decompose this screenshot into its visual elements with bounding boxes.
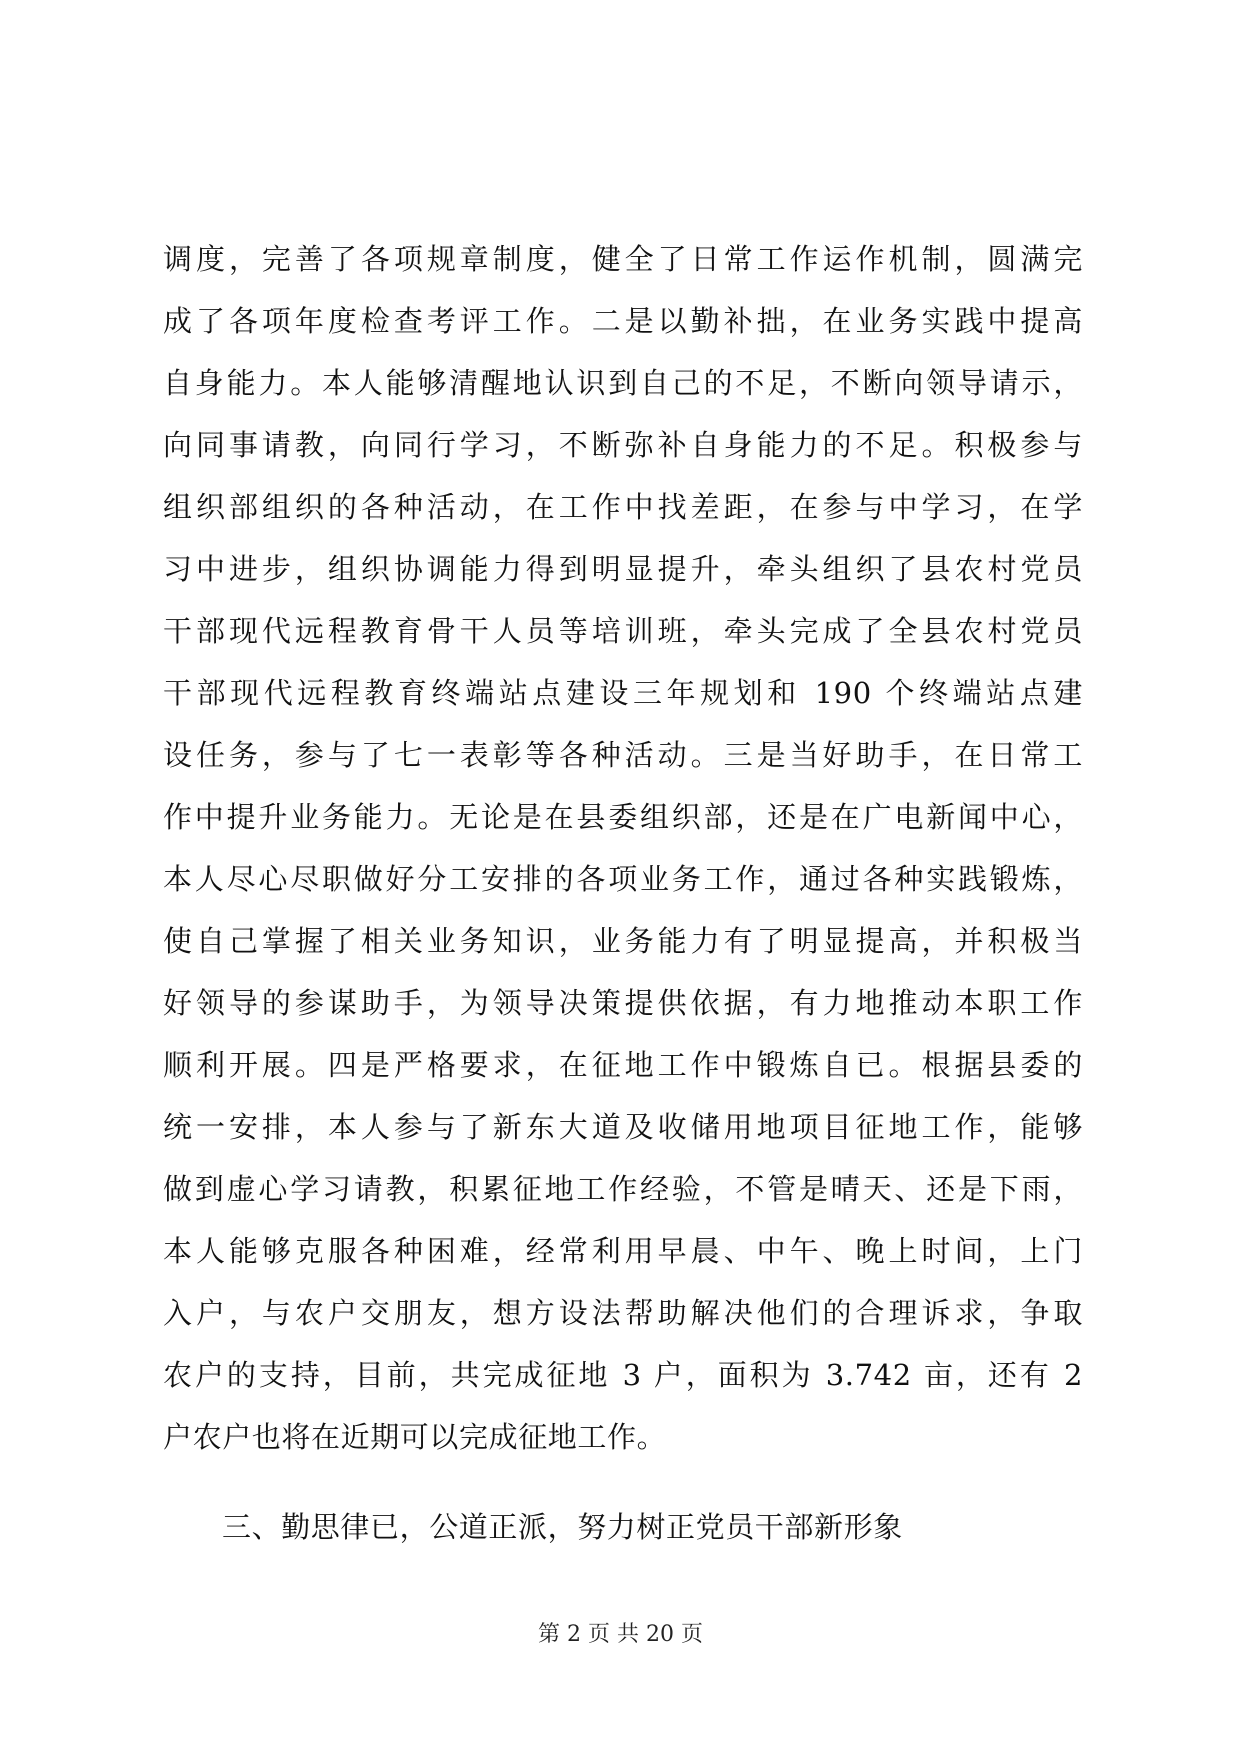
text-line: 使自己掌握了相关业务知识，业务能力有了明显提高，并积极当	[163, 924, 1083, 958]
text-line: 入户，与农户交朋友，想方设法帮助解决他们的合理诉求，争取	[163, 1296, 1083, 1330]
text-line: 调度，完善了各项规章制度，健全了日常工作运作机制，圆满完	[163, 242, 1083, 276]
text-line: 本人能够克服各种困难，经常利用早晨、中午、晚上时间，上门	[163, 1234, 1083, 1268]
text-line: 组织部组织的各种活动，在工作中找差距，在参与中学习，在学	[163, 490, 1083, 524]
text-line: 本人尽心尽职做好分工安排的各项业务工作，通过各种实践锻炼，	[163, 862, 1083, 896]
text-line: 好领导的参谋助手，为领导决策提供依据，有力地推动本职工作	[163, 986, 1083, 1020]
text-line: 顺利开展。四是严格要求，在征地工作中锻炼自已。根据县委的	[163, 1048, 1083, 1082]
text-line: 向同事请教，向同行学习，不断弥补自身能力的不足。积极参与	[163, 428, 1083, 462]
text-line: 干部现代远程教育骨干人员等培训班，牵头完成了全县农村党员	[163, 614, 1083, 648]
body-paragraph	[163, 228, 1083, 1468]
text-line: 农户的支持，目前，共完成征地 3 户，面积为 3.742 亩，还有 2	[163, 1358, 1083, 1392]
section-heading: 三、勤思律已，公道正派，努力树正党员干部新形象	[222, 1510, 903, 1544]
text-line: 统一安排，本人参与了新东大道及收储用地项目征地工作，能够	[163, 1110, 1083, 1144]
text-line: 设任务，参与了七一表彰等各种活动。三是当好助手，在日常工	[163, 738, 1083, 772]
text-line: 自身能力。本人能够清醒地认识到自己的不足，不断向领导请示，	[163, 366, 1083, 400]
text-line: 习中进步，组织协调能力得到明显提升，牵头组织了县农村党员	[163, 552, 1083, 586]
page-footer: 第 2 页 共 20 页	[538, 1622, 703, 1647]
text-line: 户农户也将在近期可以完成征地工作。	[163, 1420, 667, 1454]
text-line: 成了各项年度检查考评工作。二是以勤补拙，在业务实践中提高	[163, 304, 1083, 338]
text-line: 干部现代远程教育终端站点建设三年规划和 190 个终端站点建	[163, 676, 1083, 710]
text-line: 做到虚心学习请教，积累征地工作经验，不管是晴天、还是下雨，	[163, 1172, 1083, 1206]
text-line: 作中提升业务能力。无论是在县委组织部，还是在广电新闻中心，	[163, 800, 1083, 834]
